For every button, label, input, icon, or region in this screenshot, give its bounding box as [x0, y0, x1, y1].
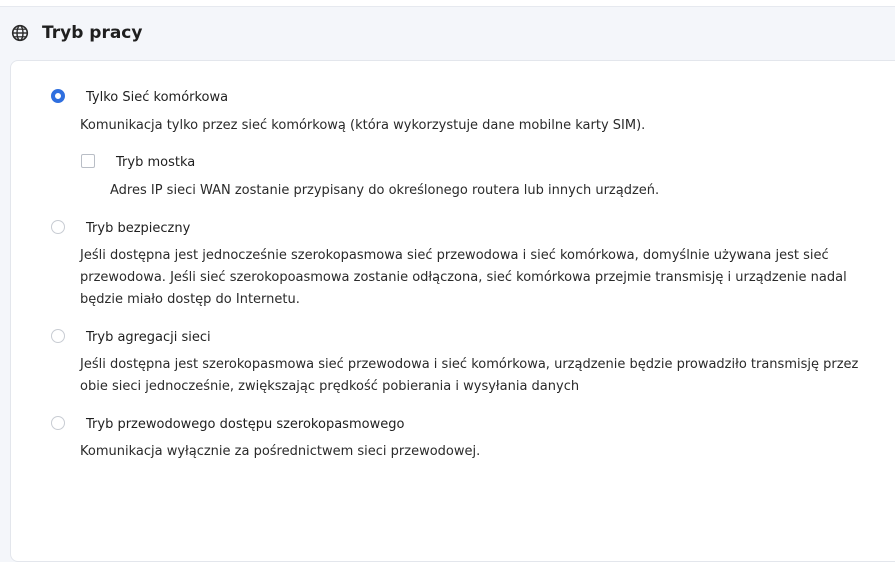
option-desc-bridge-mode: Adres IP sieci WAN zostanie przypisany do określonego routera lub innych urządzeń. [110, 183, 660, 198]
option-label-aggregation-mode[interactable]: Tryb agregacji sieci [86, 330, 211, 345]
radio-wired-broadband[interactable] [51, 416, 65, 430]
radio-safe-mode[interactable] [51, 220, 65, 234]
checkbox-bridge-mode[interactable] [81, 154, 95, 168]
radio-cellular-only[interactable] [51, 89, 65, 103]
option-desc-cellular-only: Komunikacja tylko przez sieć komórkową (która wykorzystuje dane mobilne karty SIM). [80, 118, 646, 133]
option-label-cellular-only[interactable]: Tylko Sieć komórkowa [86, 90, 229, 105]
option-label-wired-broadband[interactable]: Tryb przewodowego dostępu szerokopasmowego [86, 417, 405, 432]
globe-icon [11, 24, 29, 42]
option-label-bridge-mode[interactable]: Tryb mostka [116, 155, 196, 170]
option-desc-wired-broadband: Komunikacja wyłącznie za pośrednictwem sieci przewodowej. [80, 444, 481, 459]
option-desc-safe-mode: Jeśli dostępna jest jednocześnie szerokopasmowa sieć przewodowa i sieć komórkowa, domyślnie używana jest sieć przewodowa. Jeśli sieć szerokopoasmowa zostanie odłączona, sieć komórkowa przejmie transmisję i urządzenie nadal będzie miało dostęp do Internetu. [80, 248, 847, 307]
page-title: Tryb pracy [42, 23, 143, 43]
top-strip [0, 0, 895, 7]
option-label-safe-mode[interactable]: Tryb bezpieczny [86, 221, 191, 236]
option-desc-aggregation-mode: Jeśli dostępna jest szerokopasmowa sieć przewodowa i sieć komórkowa, urządzenie będzie prowadziło transmisję przez obie sieci jednocześnie, zwiększając prędkość pobierania i wysyłania danych [80, 357, 859, 394]
radio-aggregation-mode[interactable] [51, 329, 65, 343]
